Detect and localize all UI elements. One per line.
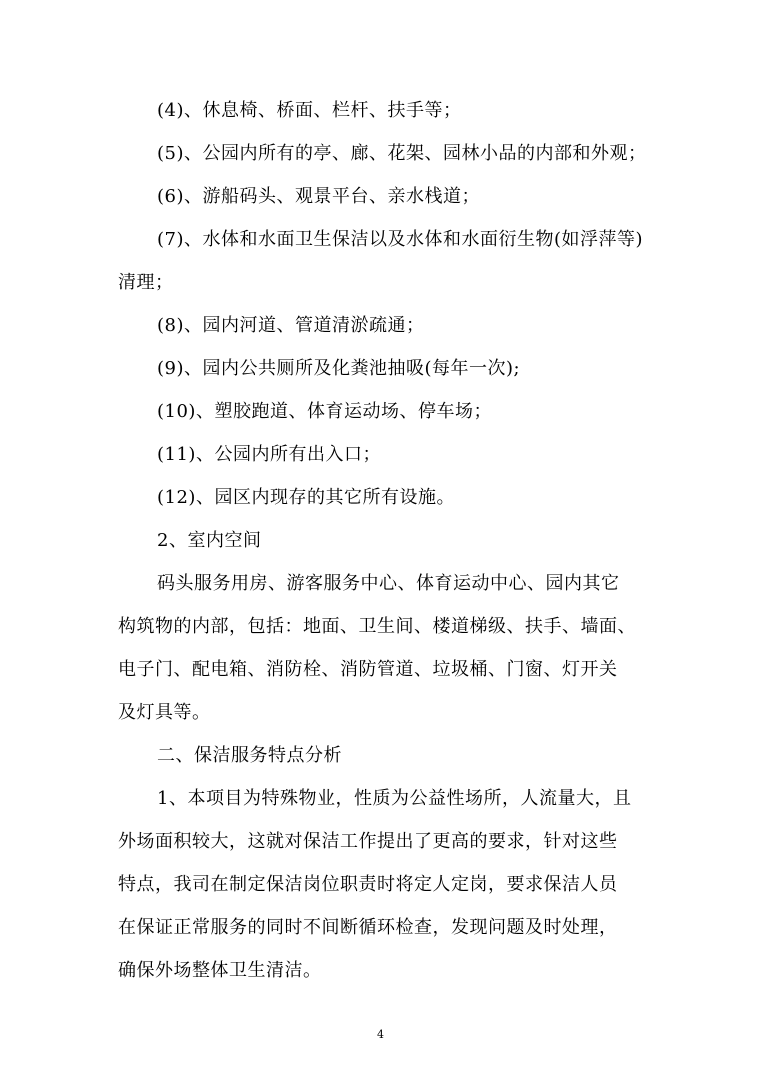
list-item-8: (8)、园内河道、管道清淤疏通； xyxy=(157,315,425,336)
paragraph-line: 及灯具等。 xyxy=(118,702,211,723)
list-item-7: (7)、水体和水面卫生保洁以及水体和水面衍生物(如浮萍等) xyxy=(157,229,644,250)
list-item-12: (12)、园区内现存的其它所有设施。 xyxy=(157,487,455,508)
paragraph-line: 确保外场整体卫生清洁。 xyxy=(118,960,322,981)
list-item-5: (5)、公园内所有的亭、廊、花架、园林小品的内部和外观； xyxy=(157,143,647,164)
paragraph-line: 电子门、配电箱、消防栓、消防管道、垃圾桶、门窗、灯开关 xyxy=(118,659,618,680)
list-item-11: (11)、公园内所有出入口； xyxy=(157,444,381,465)
page-number: 4 xyxy=(377,1028,384,1041)
paragraph-line: 1、本项目为特殊物业，性质为公益性场所，人流量大，且 xyxy=(157,788,632,809)
list-item-7-continuation: 清理； xyxy=(118,272,174,293)
list-item-9: (9)、园内公共厕所及化粪池抽吸(每年一次); xyxy=(157,358,521,379)
list-item-4: (4)、休息椅、桥面、栏杆、扶手等； xyxy=(157,100,462,121)
paragraph-line: 构筑物的内部，包括：地面、卫生间、楼道梯级、扶手、墙面、 xyxy=(118,616,636,637)
section-heading-indoor-space: 2、室内空间 xyxy=(157,530,262,551)
paragraph-line: 码头服务用房、游客服务中心、体育运动中心、园内其它 xyxy=(157,573,620,594)
paragraph-line: 特点，我司在制定保洁岗位职责时将定人定岗，要求保洁人员 xyxy=(118,874,618,895)
list-item-6: (6)、游船码头、观景平台、亲水栈道； xyxy=(157,186,480,207)
paragraph-line: 在保证正常服务的同时不间断循环检查，发现问题及时处理， xyxy=(118,917,618,938)
paragraph-line: 外场面积较大，这就对保洁工作提出了更高的要求，针对这些 xyxy=(118,831,618,852)
section-heading-analysis: 二、保洁服务特点分析 xyxy=(157,745,342,766)
list-item-10: (10)、塑胶跑道、体育运动场、停车场； xyxy=(157,401,492,422)
